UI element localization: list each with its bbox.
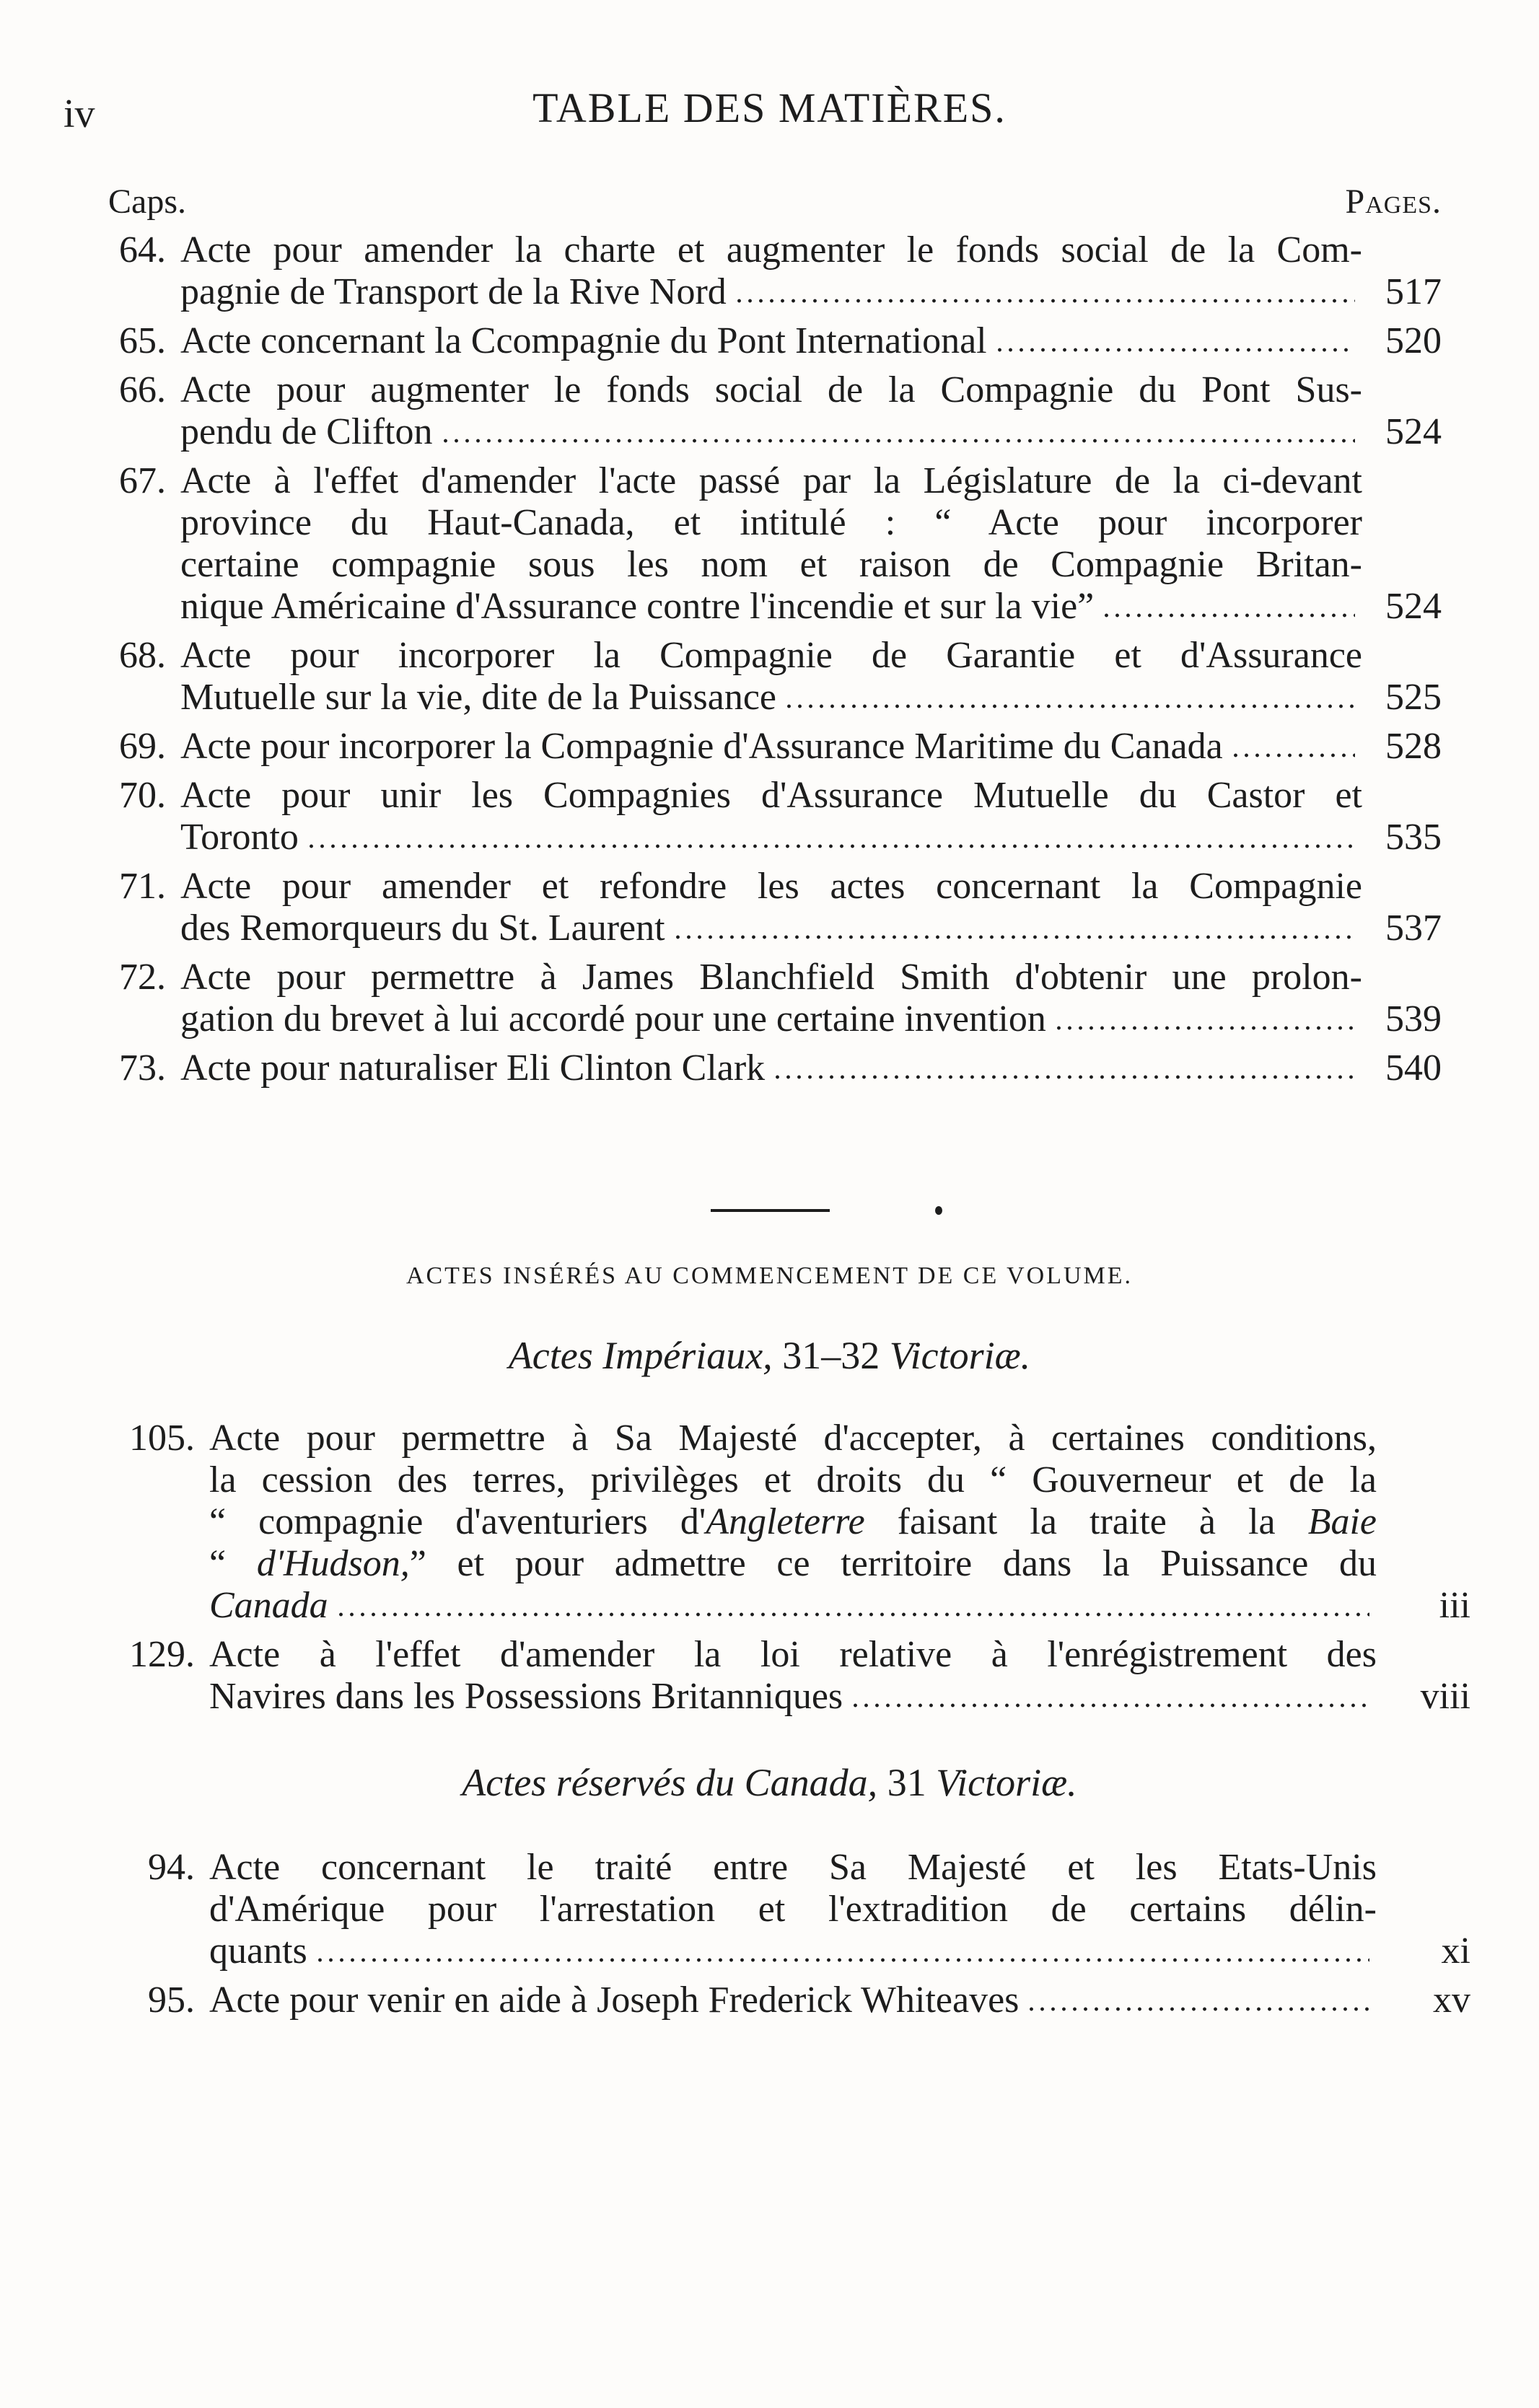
caps-label: Caps.: [108, 183, 186, 221]
leader-dots: [1101, 612, 1355, 619]
entry-text: Acte pour permettre à James Blanchfield Smith d'obtenir une prolon- gation du brevet à lui accordé pour une certaine invention: [180, 957, 1362, 1040]
entry-text: Acte pour permettre à Sa Majesté d'accepter, à certaines conditions, la cession des terres, privilèges et droits du “ Gouverneur et de la “ compagnie d'aventuriers d'Angleterre faisant la traite à la Baie “ d'Hudson,” et pour admettre ce territoire dans la Puissance du Canada: [209, 1418, 1377, 1626]
chapter-number: 67.: [119, 460, 166, 501]
chapter-number: 64.: [119, 229, 166, 271]
entry-text: Acte concernant la Ccompagnie du Pont International: [180, 320, 1442, 362]
leader-dots: [784, 703, 1355, 710]
chapter-number: 69.: [119, 726, 166, 767]
chapter-number: 105.: [129, 1418, 195, 1459]
leader-dots: [850, 1702, 1369, 1709]
page-ref: 525: [1385, 677, 1442, 718]
entry-text: Acte pour amender la charte et augmenter le fonds social de la Com- pagnie de Transport de la Rive Nord: [180, 229, 1362, 312]
page-ref: 537: [1385, 908, 1442, 949]
toc-entry: [87, 866, 1442, 949]
toc-entry: [87, 1979, 1470, 2021]
chapter-number: 68.: [119, 635, 166, 676]
chapter-number: 94.: [148, 1847, 195, 1888]
toc-entry: [87, 460, 1442, 628]
page-ref: 520: [1385, 320, 1442, 361]
toc-entry: [87, 320, 1442, 362]
page-title: TABLE DES MATIÈRES.: [532, 84, 1007, 131]
leader-dots: [336, 1611, 1369, 1618]
page-header: [0, 84, 1539, 149]
toc-entry: [87, 957, 1442, 1040]
toc-entry: [87, 369, 1442, 453]
leader-dots: [772, 1073, 1355, 1081]
entry-text: Acte pour amender et refondre les actes concernant la Compagnie des Remorqueurs du St. Laurent: [180, 866, 1362, 949]
section-heading: ACTES INSÉRÉS AU COMMENCEMENT DE CE VOLUME.: [405, 1262, 1134, 1289]
leader-dots: [440, 437, 1355, 444]
page-ref: 535: [1385, 817, 1442, 858]
leader-dots: [306, 843, 1355, 850]
section-divider: [0, 1203, 1539, 1218]
page-ref: 524: [1385, 411, 1442, 452]
page-number: iv: [63, 92, 95, 136]
toc-entry: [87, 726, 1442, 768]
leader-dots: [734, 297, 1355, 304]
toc-entry: [87, 1418, 1470, 1627]
entry-text: Acte pour unir les Compagnies d'Assurance Mutuelle du Castor et Toronto: [180, 775, 1362, 858]
entry-text: Acte pour augmenter le fonds social de la Compagnie du Pont Sus- pendu de Clifton: [180, 369, 1362, 452]
entry-text: Acte pour venir en aide à Joseph Frederick Whiteaves: [209, 1979, 1470, 2021]
imperial-list: [87, 1418, 1470, 1725]
page-ref: 539: [1385, 998, 1442, 1040]
toc-list: [87, 229, 1442, 1097]
chapter-number: 65.: [119, 320, 166, 361]
reserved-list: [87, 1847, 1470, 2029]
entry-text: Acte à l'effet d'amender la loi relative à l'enrégistrement des Navires dans les Possessions Britanniques: [209, 1634, 1377, 1717]
chapter-number: 71.: [119, 866, 166, 907]
pages-label: Pages.: [1345, 183, 1442, 221]
leader-dots: [994, 346, 1355, 353]
leader-dots: [315, 1956, 1369, 1964]
chapter-number: 70.: [119, 775, 166, 816]
divider-dot: [935, 1206, 942, 1215]
page-ref: iii: [1439, 1585, 1470, 1626]
divider-rule: [711, 1209, 830, 1212]
chapter-number: 72.: [119, 957, 166, 998]
page-ref: xi: [1441, 1930, 1470, 1972]
page-ref: xv: [1433, 1979, 1470, 2021]
page-ref: 517: [1385, 271, 1442, 312]
chapter-number: 66.: [119, 369, 166, 410]
page-ref: 528: [1385, 726, 1442, 767]
entry-text: Acte à l'effet d'amender l'acte passé par la Législature de la ci-devant province du Haut-Canada, et intitulé : “ Acte pour incorporer certaine compagnie sous les nom et raison de Compagnie Britan- nique Américaine d'Assurance contre l'incendie et sur la vie”: [180, 460, 1362, 627]
page-ref: 524: [1385, 586, 1442, 627]
chapter-number: 95.: [148, 1979, 195, 2021]
chapter-number: 73.: [119, 1047, 166, 1089]
entry-text: Acte pour incorporer la Compagnie d'Assurance Maritime du Canada: [180, 726, 1442, 768]
page-ref: 540: [1385, 1047, 1442, 1089]
chapter-number: 129.: [129, 1634, 195, 1675]
entry-text: Acte concernant le traité entre Sa Majesté et les Etats-Unis d'Amérique pour l'arrestation et l'extradition de certains délin- quants: [209, 1847, 1377, 1972]
toc-entry: [87, 635, 1442, 719]
leader-dots: [1053, 1024, 1355, 1032]
entry-text: Acte pour naturaliser Eli Clinton Clark: [180, 1047, 1442, 1089]
leader-dots: [672, 933, 1355, 941]
reserved-subheading: Actes réservés du Canada, 31 Victoriæ.: [462, 1761, 1077, 1804]
page-ref: viii: [1420, 1676, 1470, 1717]
toc-entry: [87, 1047, 1442, 1089]
leader-dots: [1230, 752, 1355, 759]
toc-entry: [87, 229, 1442, 313]
toc-entry: [87, 775, 1442, 858]
entry-text: Acte pour incorporer la Compagnie de Garantie et d'Assurance Mutuelle sur la vie, dite de la Puissance: [180, 635, 1362, 718]
toc-entry: [87, 1634, 1470, 1718]
imperial-subheading: Actes Impériaux, 31–32 Victoriæ.: [508, 1334, 1031, 1377]
leader-dots: [1026, 2005, 1369, 2013]
toc-entry: [87, 1847, 1470, 1972]
